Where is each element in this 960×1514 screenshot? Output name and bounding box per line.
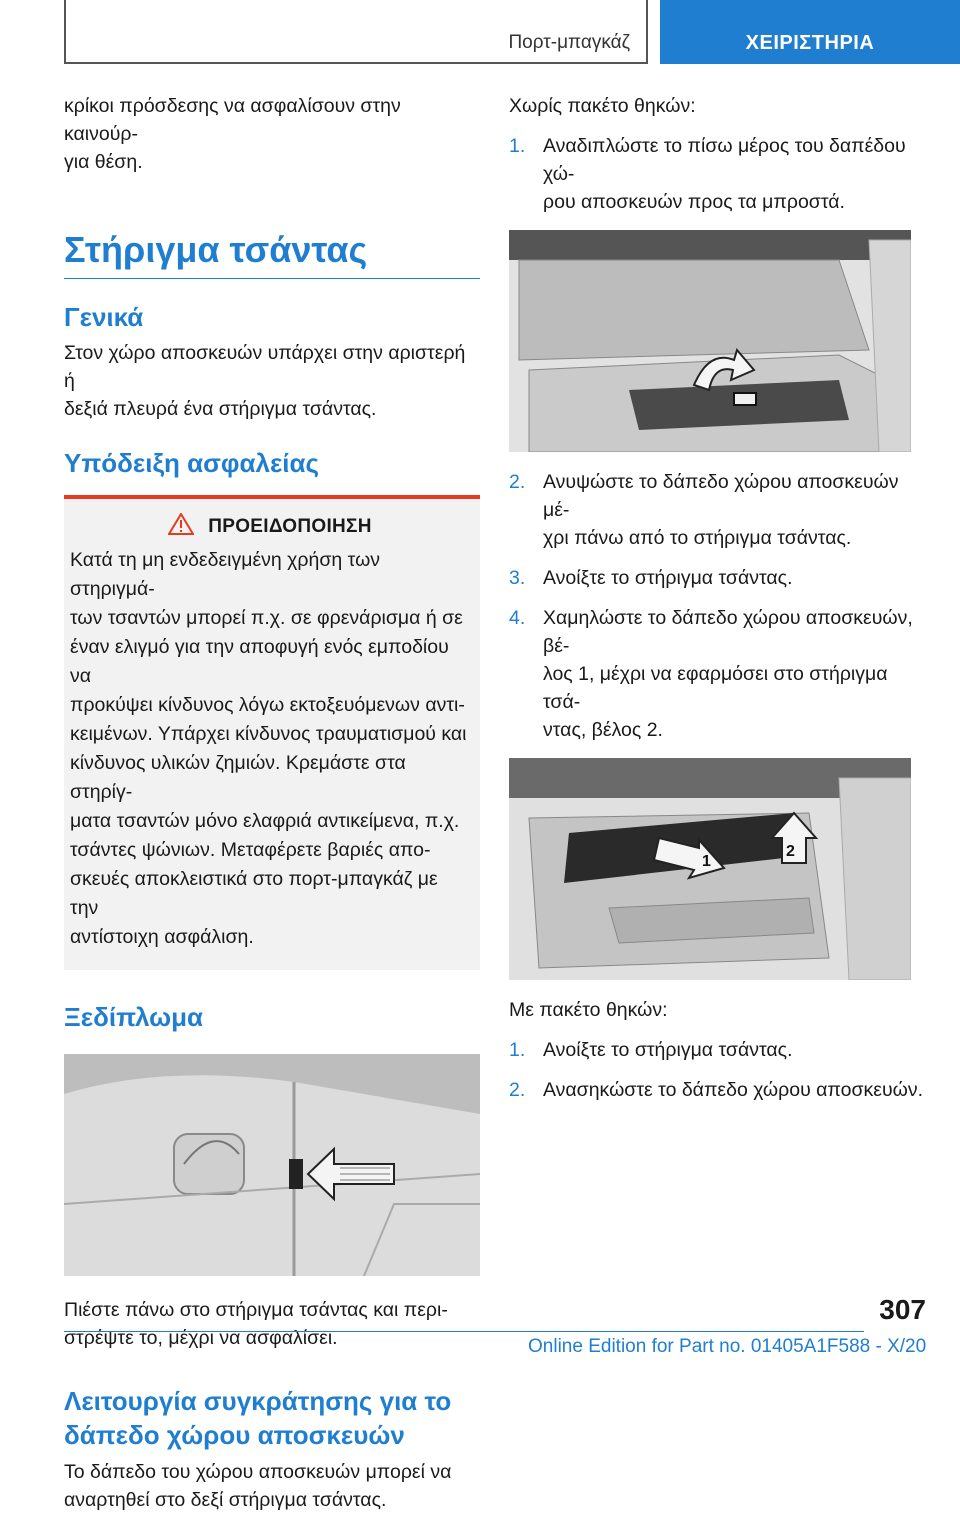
step-text: Ανοίξτε το στήριγμα τσάντας. [543,567,793,589]
step-text: Ανοίξτε το στήριγμα τσάντας. [543,1039,793,1061]
footer-divider [64,1331,864,1332]
step-text: Ανυψώστε το δάπεδο χώρου αποσκευών μέ- χρι πάνω από το στήριγμα τσάντας. [543,471,899,549]
step-number: 2. [509,1079,526,1101]
step-number: 4. [509,607,526,629]
step-item [509,1076,924,1104]
edition-link[interactable]: Online Edition for Part no. 01405A1F588 - X/20 [528,1336,927,1357]
lower-floor-figure [509,758,911,980]
arrow-label-2: 2 [786,843,795,860]
step-text: Ανασηκώστε το δάπεδο χώρου αποσκευών. [543,1079,924,1101]
step-text: Χαμηλώστε το δάπεδο χώρου αποσκευών, βέ- λος 1, μέχρι να εφαρμόσει στο στήριγμα τσά- ντας, βέλος 2. [543,607,913,741]
step-item [509,604,924,744]
steps-list-3 [509,1036,924,1104]
section-title: Πορτ-μπαγκάζ [508,32,630,53]
step-item [509,132,924,216]
unfold-heading: Ξεδίπλωμα [64,1002,204,1032]
step-number: 3. [509,567,526,589]
section-heading: Στήριγμα τσάντας [64,228,480,279]
step-number: 2. [509,471,526,493]
chapter-tab[interactable] [660,0,960,64]
hold-heading: Λειτουργία συγκράτησης για το δάπεδο χώρου αποσκευών [64,1386,452,1450]
general-text: Στον χώρο αποσκευών υπάρχει στην αριστερή ή δεξιά πλευρά ένα στήριγμα τσάντας. [64,342,466,420]
header-box [64,0,648,64]
warning-triangle-icon [168,513,194,540]
warning-title: ΠΡΟΕΙΔΟΠΟΙΗΣΗ [208,515,372,537]
hold-text: Το δάπεδο του χώρου αποσκευών μπορεί να αναρτηθεί στο δεξί στήριγμα τσάντας. [64,1461,452,1511]
without-pockets-label: Χωρίς πακέτο θηκών: [509,95,696,117]
page-number: 307 [879,1294,926,1325]
step-number: 1. [509,135,526,157]
step-text: Αναδιπλώστε το πίσω μέρος του δαπέδου χώ- ρου αποσκευών προς τα μπροστά. [543,135,906,213]
lift-floor-figure [509,230,911,452]
safety-heading: Υπόδειξη ασφαλείας [64,448,320,478]
unfold-text: Πιέστε πάνω στο στήριγμα τσάντας και περι- στρέψτε το, μέχρι να ασφαλίσει. [64,1299,448,1349]
steps-list-2 [509,468,924,744]
warning-header [70,513,470,540]
with-pockets-label: Με πακέτο θηκών: [509,999,668,1021]
step-item [509,468,924,552]
intro-text: κρίκοι πρόσδεσης να ασφαλίσουν στην καινούρ- για θέση. [64,95,401,173]
left-column [64,92,480,1514]
unfold-figure [64,1054,480,1276]
step-item [509,564,924,592]
step-item [509,1036,924,1064]
general-heading: Γενικά [64,302,144,332]
warning-box [64,495,480,970]
chapter-tab-label: ΧΕΙΡΙΣΤΗΡΙΑ [745,32,875,54]
right-column [509,92,924,1116]
steps-list-1 [509,132,924,216]
arrow-label-1: 1 [702,853,711,870]
step-number: 1. [509,1039,526,1061]
warning-text: Κατά τη μη ενδεδειγμένη χρήση των στηριγμά- των τσαντών μπορεί π.χ. σε φρενάρισμα ή σε έναν ελιγμό για την αποφυγή ενός εμποδίου να προκύψει κίνδυνος λόγω εκτοξευόμενων αντι- κειμένων. Υπάρχει κίνδυνος τραυματισμού και κίνδυνος υλικών ζημιών. Κρεμάστε στα στηρίγ- ματα τσαντών μόνο ελαφριά αντικείμενα, π.χ. τσάντες ψώνιων. Μεταφέρετε βαριές απο- σκευές αποκλειστικά στο πορτ-μπαγκάζ με την αντίστοιχη ασφάλιση. [70,549,467,948]
